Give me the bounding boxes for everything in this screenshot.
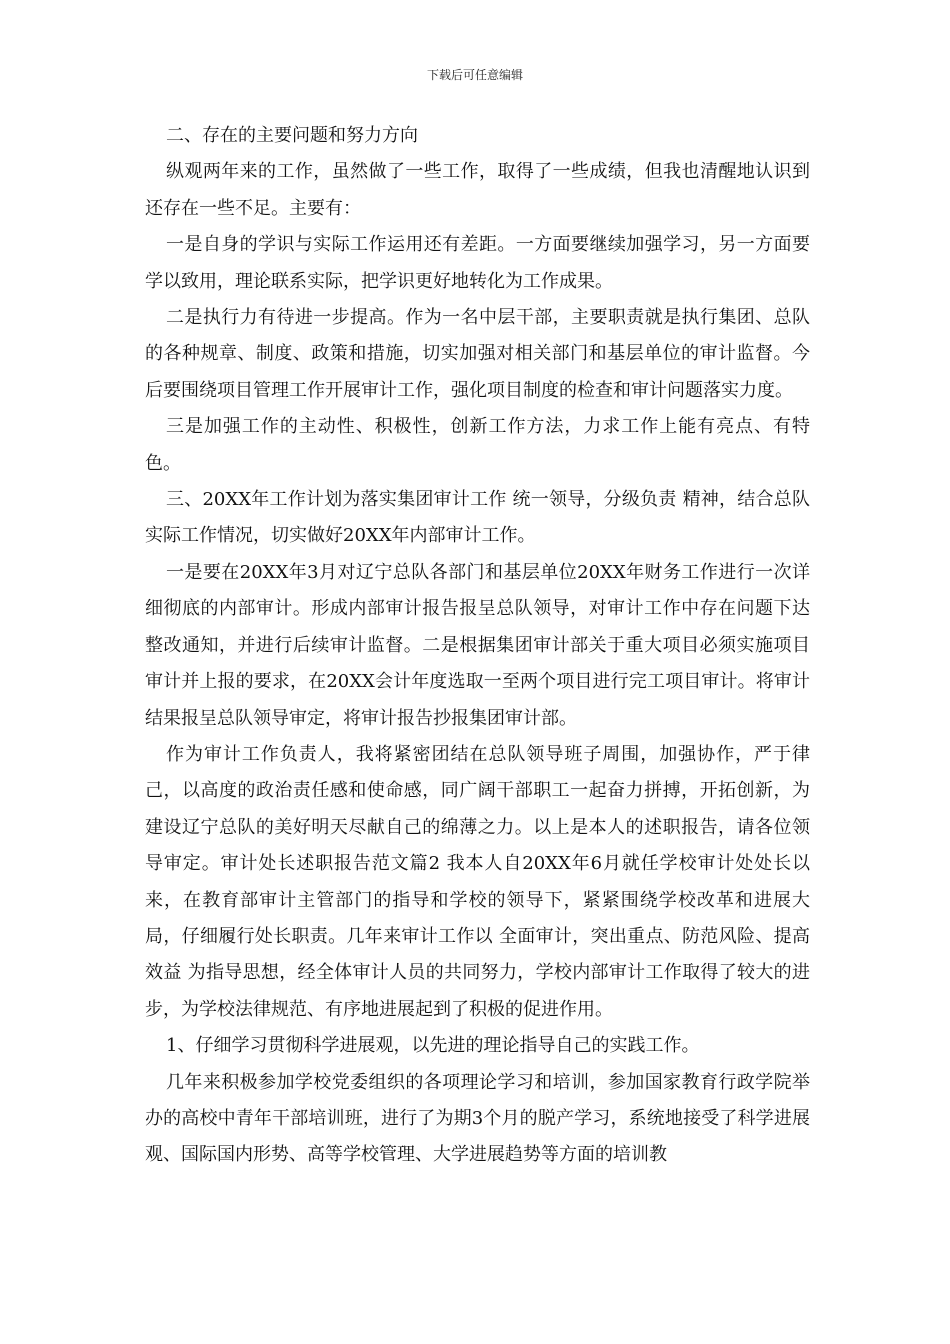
paragraph: 一是自身的学识与实际工作运用还有差距。一方面要继续加强学习，另一方面要学以致用，理论联系实际，把学识更好地转化为工作成果。	[145, 234, 810, 292]
paragraph: 作为审计工作负责人，我将紧密团结在总队领导班子周围，加强协作，严于律己，以高度的政治责任感和使命感，同广阔干部职工一起奋力拼搏，开拓创新，为建设辽宁总队的美好明天尽献自己的绵薄之力。以上是本人的述职报告，请各位领导审定。审计处长述职报告范文篇2 我本人自20XX年6月就任学校审计处处长以来，在教育部审计主管部门的指导和学校的领导下，紧紧围绕学校改革和进展大局，仔细履行处长职责。几年来审计工作以 全面审计，突出重点、防范风险、提高效益 为指导思想，经全体审计人员的共同努力，学校内部审计工作取得了较大的进步，为学校法律规范、有序地进展起到了积极的促进作用。	[145, 743, 810, 1020]
document-body	[145, 118, 810, 1174]
paragraph: 二是执行力有待进一步提高。作为一名中层干部，主要职责就是执行集团、总队的各种规章、制度、政策和措施，切实加强对相关部门和基层单位的审计监督。今后要围绕项目管理工作开展审计工作，强化项目制度的检查和审计问题落实力度。	[145, 307, 810, 401]
paragraph: 一是要在20XX年3月对辽宁总队各部门和基层单位20XX年财务工作进行一次详细彻底的内部审计。形成内部审计报告报呈总队领导，对审计工作中存在问题下达整改通知，并进行后续审计监督。二是根据集团审计部关于重大项目必须实施项目审计并上报的要求，在20XX会计年度选取一至两个项目进行完工项目审计。将审计结果报呈总队领导审定，将审计报告抄报集团审计部。	[145, 561, 810, 729]
section-heading-problems: 二、存在的主要问题和努力方向	[166, 125, 418, 146]
subheading-study: 1、仔细学习贯彻科学进展观，以先进的理论指导自己的实践工作。	[166, 1035, 700, 1057]
paragraph: 纵观两年来的工作，虽然做了一些工作，取得了一些成绩，但我也清醒地认识到还存在一些不足。主要有：	[145, 161, 810, 219]
paragraph: 三是加强工作的主动性、积极性，创新工作方法，力求工作上能有亮点、有特色。	[145, 416, 810, 474]
paragraph: 几年来积极参加学校党委组织的各项理论学习和培训，参加国家教育行政学院举办的高校中青年干部培训班，进行了为期3个月的脱产学习，系统地接受了科学进展观、国际国内形势、高等学校管理、大学进展趋势等方面的培训教	[145, 1071, 810, 1166]
section-heading-plan: 三、20XX年工作计划为落实集团审计工作 统一领导，分级负责 精神，结合总队实际工作情况，切实做好20XX年内部审计工作。	[145, 489, 810, 547]
page-header: 下载后可任意编辑	[426, 68, 523, 82]
